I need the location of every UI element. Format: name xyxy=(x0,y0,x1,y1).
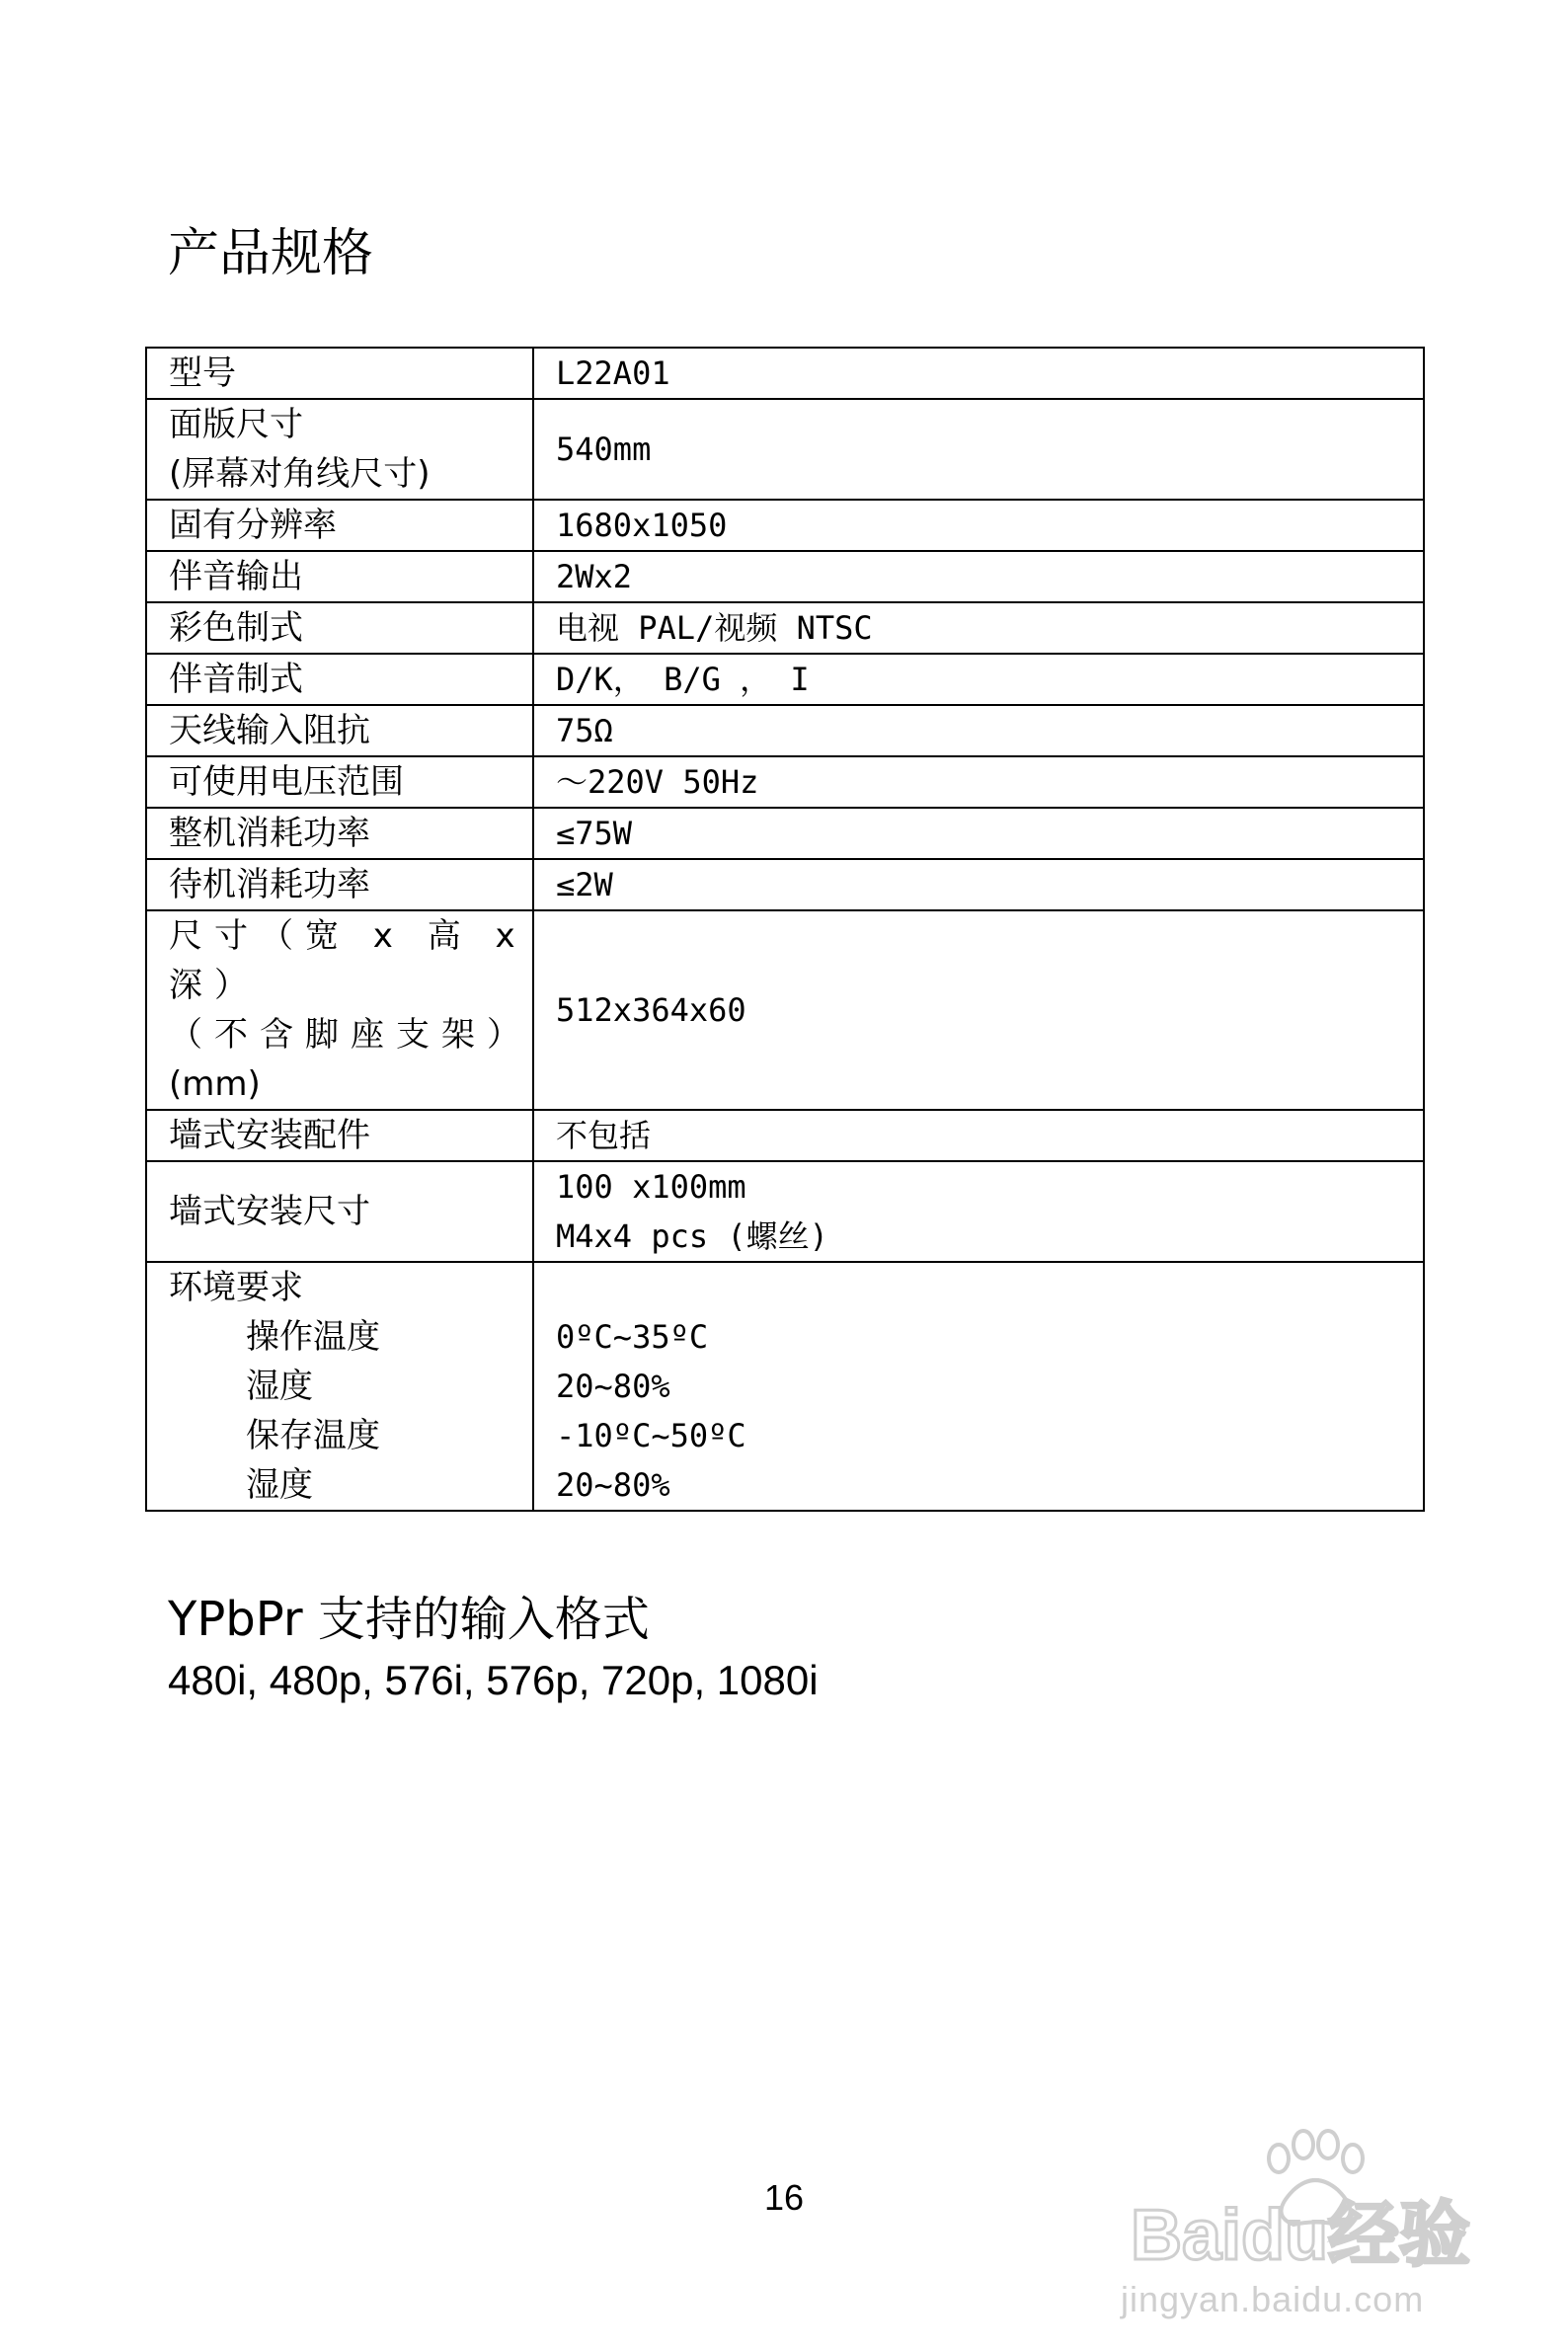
spec-key xyxy=(146,551,533,602)
spec-key xyxy=(146,1161,533,1262)
environment-key: 湿度 xyxy=(246,1367,313,1406)
spec-key xyxy=(146,705,533,756)
spec-value xyxy=(533,1110,1424,1161)
spec-value-line: M4x4 pcs (螺丝) xyxy=(556,1217,828,1255)
spec-key xyxy=(146,348,533,399)
watermark-logo-text: Baidu经验 xyxy=(1131,2196,1471,2269)
spec-row-model xyxy=(146,348,1424,399)
environment-value: 0ºC~35ºC xyxy=(556,1318,709,1356)
spec-row-panel-size xyxy=(146,399,1424,500)
spec-table xyxy=(145,347,1425,1512)
environment-key: 保存温度 xyxy=(246,1416,380,1455)
spec-value xyxy=(533,808,1424,859)
spec-key-line: (mm) xyxy=(169,1064,261,1104)
spec-value xyxy=(533,602,1424,654)
spec-value-line: ≤75W xyxy=(556,815,633,852)
spec-key-line: 墙式安装配件 xyxy=(169,1116,370,1155)
spec-value-line: 电视 PAL/视频 NTSC xyxy=(556,609,873,647)
spec-value-line: ≤2W xyxy=(556,866,613,903)
spec-row-wall-mount-kit xyxy=(146,1110,1424,1161)
spec-value xyxy=(533,551,1424,602)
spec-key-line: 可使用电压范围 xyxy=(169,762,404,802)
spec-value xyxy=(533,1262,1424,1511)
spec-key xyxy=(146,910,533,1110)
environment-value: 20~80% xyxy=(556,1368,670,1405)
environment-key: 操作温度 xyxy=(246,1317,380,1357)
spec-key xyxy=(146,654,533,705)
spec-key xyxy=(146,500,533,551)
spec-key-line: 整机消耗功率 xyxy=(169,814,370,853)
spec-value xyxy=(533,910,1424,1110)
spec-row-sound-system xyxy=(146,654,1424,705)
spec-key-line: 型号 xyxy=(169,353,236,393)
spec-value-line: 2Wx2 xyxy=(556,558,633,595)
spec-value xyxy=(533,500,1424,551)
spec-key-line: 天线输入阻抗 xyxy=(169,711,370,750)
environment-value: 20~80% xyxy=(556,1466,670,1504)
watermark-url: jingyan.baidu.com xyxy=(1121,2279,1425,2319)
spec-key-line: （不含脚座支架） xyxy=(169,1015,532,1055)
baidu-watermark xyxy=(1111,2121,1486,2328)
spec-key xyxy=(146,808,533,859)
spec-key xyxy=(146,756,533,808)
spec-value-line: 100 x100mm xyxy=(556,1168,746,1206)
spec-value xyxy=(533,756,1424,808)
spec-row-voltage-range xyxy=(146,756,1424,808)
environment-key: 湿度 xyxy=(246,1465,313,1505)
spec-key xyxy=(146,859,533,910)
page-title: 产品规格 xyxy=(168,224,374,283)
spec-key xyxy=(146,602,533,654)
spec-value xyxy=(533,859,1424,910)
spec-key-line: (屏幕对角线尺寸) xyxy=(169,454,431,494)
spec-value xyxy=(533,348,1424,399)
spec-value-line: L22A01 xyxy=(556,354,670,392)
baidu-paw-logo-icon xyxy=(1131,2121,1486,2269)
spec-value xyxy=(533,654,1424,705)
spec-key xyxy=(146,1110,533,1161)
spec-key-line: 固有分辨率 xyxy=(169,506,337,545)
spec-key-line: 伴音输出 xyxy=(169,557,303,596)
spec-row-dimensions xyxy=(146,910,1424,1110)
spec-value xyxy=(533,705,1424,756)
spec-key-line: 待机消耗功率 xyxy=(169,865,370,904)
spec-key-line: 尺寸（宽 x 高 x 深） xyxy=(169,916,527,1005)
spec-value xyxy=(533,1161,1424,1262)
ypbpr-heading: YPbPr 支持的输入格式 xyxy=(168,1592,650,1647)
environment-value: -10ºC~50ºC xyxy=(556,1417,746,1454)
spec-row-wall-mount-size xyxy=(146,1161,1424,1262)
spec-key xyxy=(146,399,533,500)
spec-row-standby-power xyxy=(146,859,1424,910)
spec-key-line: 彩色制式 xyxy=(169,608,303,648)
ypbpr-formats: 480i, 480p, 576i, 576p, 720p, 1080i xyxy=(168,1657,819,1703)
spec-key xyxy=(146,1262,533,1511)
spec-key-line: 伴音制式 xyxy=(169,660,303,699)
spec-value-line: D/K， B/G ， I xyxy=(556,661,810,698)
spec-row-power-consumption xyxy=(146,808,1424,859)
spec-row-color-system xyxy=(146,602,1424,654)
environment-label: 环境要求 xyxy=(169,1268,303,1307)
spec-value-line: 540mm xyxy=(556,431,652,468)
spec-value-line: 1680x1050 xyxy=(556,507,728,544)
spec-value-line: 不包括 xyxy=(556,1117,652,1154)
page-number: 16 xyxy=(763,2177,805,2218)
spec-row-resolution xyxy=(146,500,1424,551)
spec-value-line: ～220V 50Hz xyxy=(556,763,759,801)
spec-value xyxy=(533,399,1424,500)
spec-row-audio-output xyxy=(146,551,1424,602)
environment-blank xyxy=(556,1263,1423,1312)
spec-value-line: 75Ω xyxy=(556,712,613,749)
spec-key-line: 面版尺寸 xyxy=(169,405,303,444)
spec-value-line: 512x364x60 xyxy=(556,991,746,1029)
spec-key-line: 墙式安装尺寸 xyxy=(169,1192,370,1231)
spec-row-antenna-impedance xyxy=(146,705,1424,756)
spec-row-environment xyxy=(146,1262,1424,1511)
spec-table-body xyxy=(146,348,1424,1511)
